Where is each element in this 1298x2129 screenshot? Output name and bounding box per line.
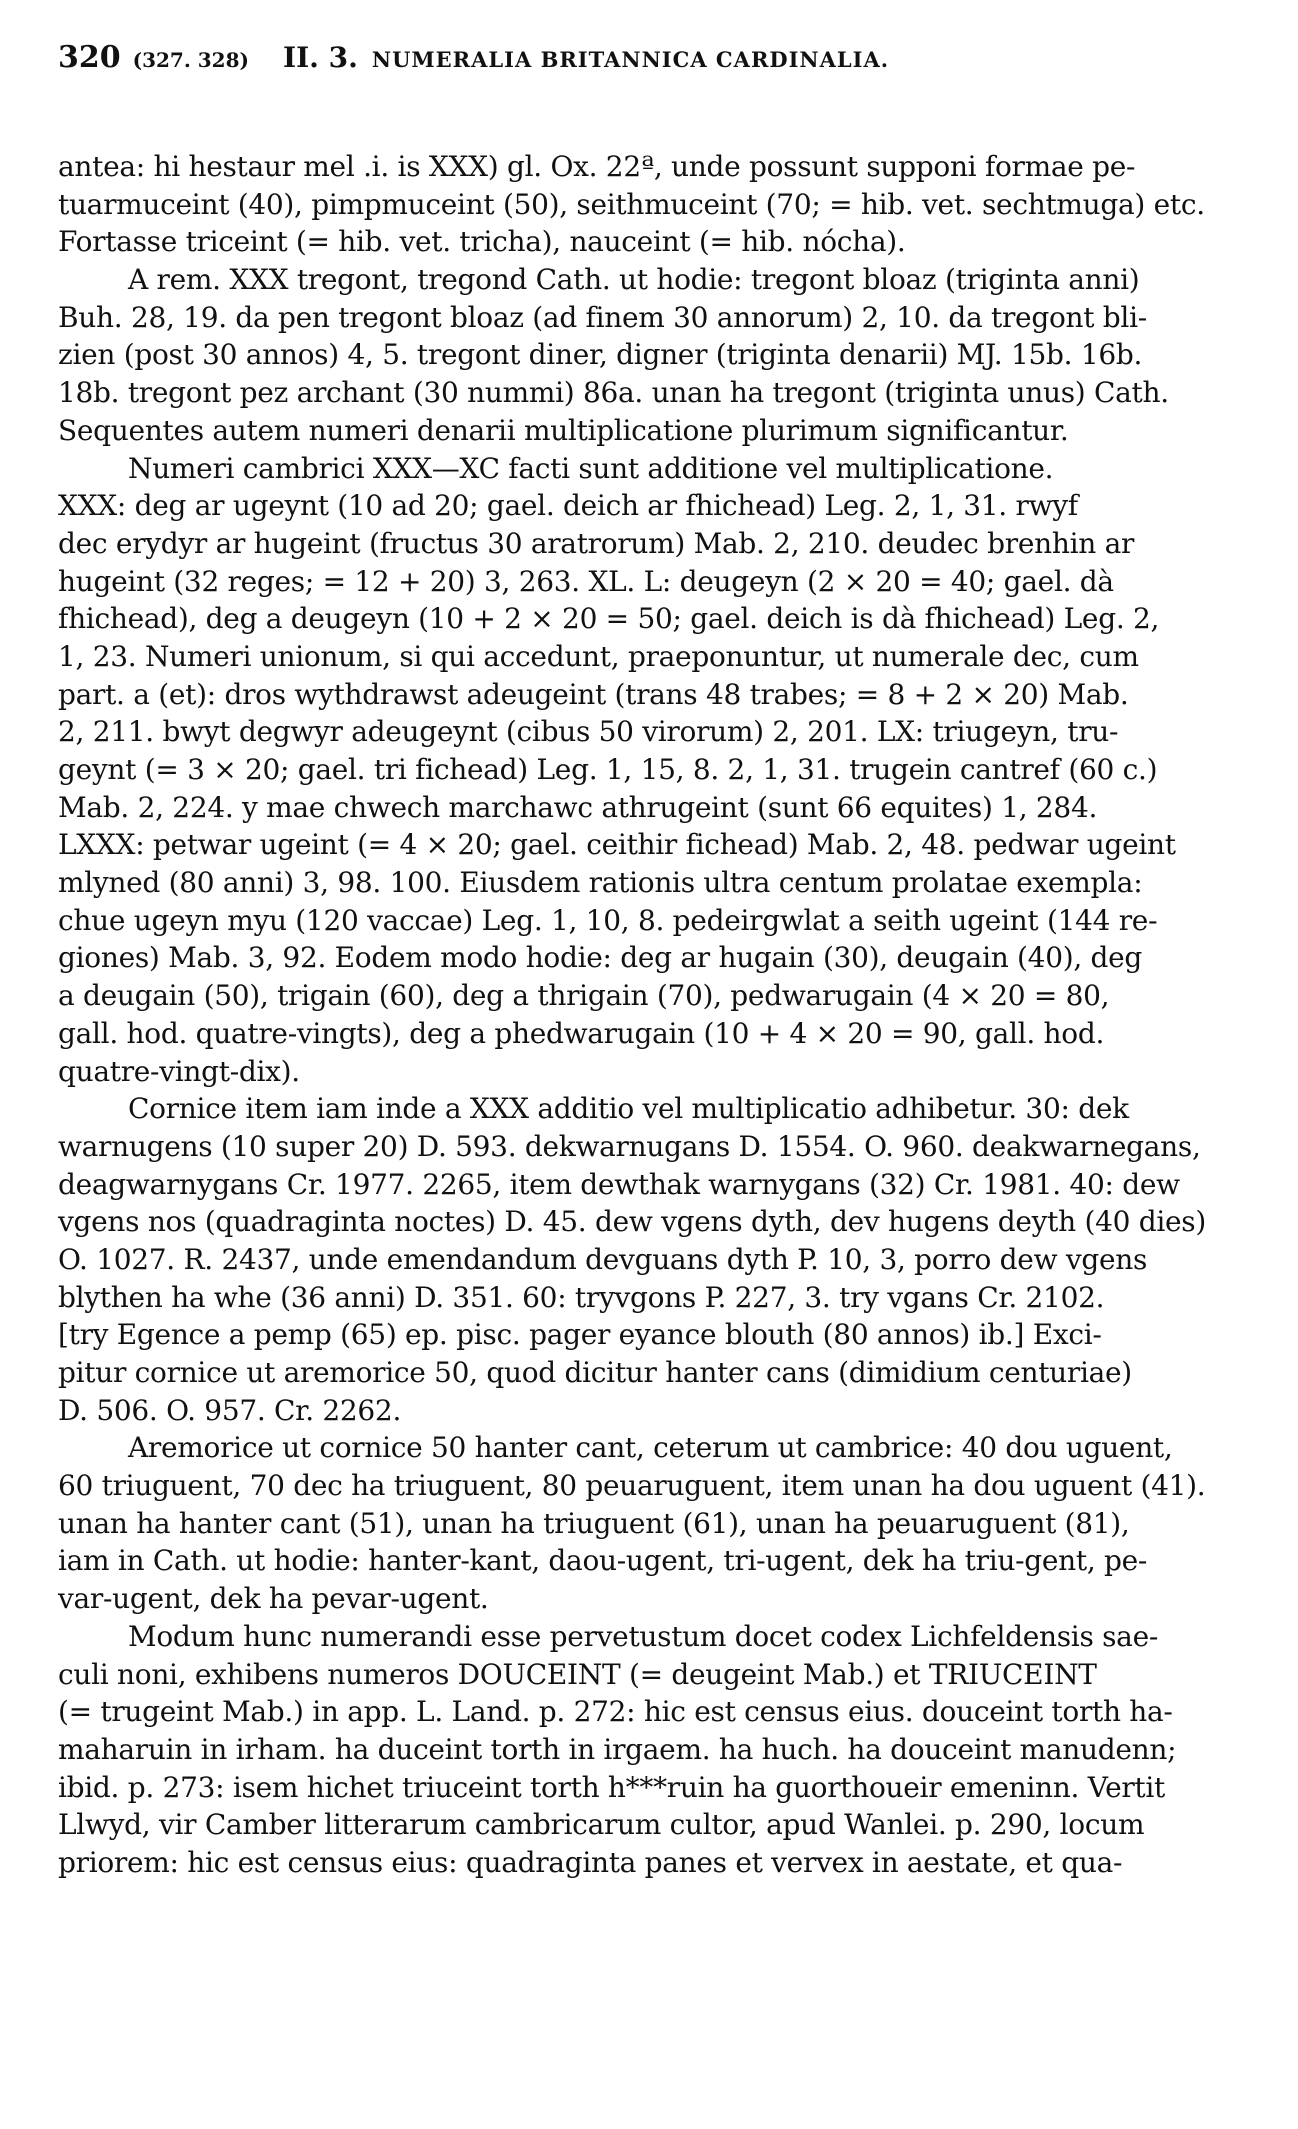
text-line: geynt (= 3 × 20; gael. tri fichead) Leg. 1, 15, 8. 2, 1, 31. trugein cantref (60 c.) [58, 753, 1158, 786]
page-refs: (327. 328) [132, 48, 249, 72]
text-line: 2, 211. bwyt degwyr adeugeynt (cibus 50 virorum) 2, 201. LX: triugeyn, tru- [58, 715, 1119, 749]
paragraph-start-line: A rem. XXX tregont, tregond Cath. ut hodie: tregont bloaz (triginta anni) [128, 263, 1140, 297]
text-line: priorem: hic est census eius: quadraginta panes et vervex in aestate, et qua- [58, 1845, 1123, 1879]
text-line: a deugain (50), trigain (60), deg a thrigain (70), pedwarugain (4 × 20 = 80, [58, 979, 1110, 1013]
text-line: warnugens (10 super 20) D. 593. dekwarnugans D. 1554. O. 960. deakwarnegans, [58, 1129, 1201, 1163]
text-line: mlyned (80 anni) 3, 98. 100. Eiusdem rationis ultra centum prolatae exempla: [58, 866, 1143, 900]
text-line: (= trugeint Mab.) in app. L. Land. p. 272: hic est census eius. douceint torth ha- [58, 1695, 1173, 1729]
text-line: giones) Mab. 3, 92. Eodem modo hodie: deg ar hugain (30), deugain (40), deg [58, 941, 1143, 975]
text-line: antea: hi hestaur mel .i. is XXX) gl. Ox. 22ª, unde possunt supponi formae pe- [58, 150, 1136, 183]
paragraph-start-line: Numeri cambrici XXX—XC facti sunt additione vel multiplicatione. [128, 451, 1054, 485]
text-line: hugeint (32 reges; = 12 + 20) 3, 263. XL. L: deugeyn (2 × 20 = 40; gael. dà [58, 564, 1114, 598]
running-title: NUMERALIA BRITANNICA CARDINALIA. [371, 47, 890, 72]
text-line: pitur cornice ut aremorice 50, quod dicitur hanter cans (dimidium centuriae) [58, 1356, 1132, 1389]
text-line: XXX: deg ar ugeynt (10 ad 20; gael. deich ar fhichead) Leg. 2, 1, 31. rwyf [58, 489, 1078, 523]
text-line: zien (post 30 annos) 4, 5. tregont diner, digner (triginta denarii) MJ. 15b. 16b. [58, 338, 1143, 372]
text-line: 1, 23. Numeri unionum, si qui accedunt, praeponuntur, ut numerale dec, cum [58, 639, 1139, 673]
text-line: LXXX: petwar ugeint (= 4 × 20; gael. ceithir fichead) Mab. 2, 48. pedwar ugeint [58, 828, 1176, 862]
section-number: II. 3. [282, 41, 358, 74]
page-number: 320 [58, 40, 121, 75]
text-line: blythen ha whe (36 anni) D. 351. 60: tryvgons P. 227, 3. try vgans Cr. 2102. [58, 1280, 1105, 1314]
text-line: dec erydyr ar hugeint (fructus 30 aratrorum) Mab. 2, 210. deudec brenhin ar [58, 526, 1135, 560]
running-header [58, 40, 1258, 86]
text-line: part. a (et): dros wythdrawst adeugeint (trans 48 trabes; = 8 + 2 × 20) Mab. [58, 677, 1129, 711]
text-line: Mab. 2, 224. y mae chwech marchawc athrugeint (sunt 66 equites) 1, 284. [58, 790, 1098, 824]
paragraph-start-line: Modum hunc numerandi esse pervetustum docet codex Lichfeldensis sae- [128, 1619, 1159, 1653]
text-line: Buh. 28, 19. da pen tregont bloaz (ad finem 30 annorum) 2, 10. da tregont bli- [58, 300, 1147, 334]
text-line: O. 1027. R. 2437, unde emendandum devguans dyth P. 10, 3, porro dew vgens [58, 1242, 1148, 1276]
text-line: chue ugeyn myu (120 vaccae) Leg. 1, 10, 8. pedeirgwlat a seith ugeint (144 re- [58, 903, 1158, 937]
text-line: fhichead), deg a deugeyn (10 + 2 × 20 = 50; gael. deich is dà fhichead) Leg. 2, [58, 602, 1160, 636]
text-line: Fortasse triceint (= hib. vet. tricha), nauceint (= hib. nócha). [58, 225, 906, 259]
text-line: tuarmuceint (40), pimpmuceint (50), seithmuceint (70; = hib. vet. sechtmuga) etc. [58, 187, 1205, 221]
text-line: var-ugent, dek ha pevar-ugent. [58, 1582, 489, 1616]
text-line: ibid. p. 273: isem hichet triuceint torth h***ruin ha guorthoueir emeninn. Vertit [58, 1770, 1165, 1804]
text-line: 60 triuguent, 70 dec ha triuguent, 80 peuaruguent, item unan ha dou uguent (41). [58, 1469, 1206, 1503]
paragraph-start-line: Cornice item iam inde a XXX additio vel multiplicatio adhibetur. 30: dek [128, 1092, 1129, 1126]
text-line: quatre-vingt-dix). [58, 1054, 300, 1088]
text-line: vgens nos (quadraginta noctes) D. 45. dew vgens dyth, dev hugens deyth (40 dies) [58, 1205, 1206, 1239]
text-line: [try Egence a pemp (65) ep. pisc. pager eyance blouth (80 annos) ib.] Exci- [58, 1318, 1102, 1352]
text-line: unan ha hanter cant (51), unan ha triuguent (61), unan ha peuaruguent (81), [58, 1506, 1130, 1540]
text-line: deagwarnygans Cr. 1977. 2265, item dewthak warnygans (32) Cr. 1981. 40: dew [58, 1167, 1180, 1201]
text-line: D. 506. O. 957. Cr. 2262. [58, 1393, 402, 1427]
body-text [58, 148, 1258, 1882]
text-line: gall. hod. quatre-vingts), deg a phedwarugain (10 + 4 × 20 = 90, gall. hod. [58, 1016, 1105, 1050]
text-line: iam in Cath. ut hodie: hanter-kant, daou-ugent, tri-ugent, dek ha triu-gent, pe- [58, 1544, 1148, 1578]
text-line: 18b. tregont pez archant (30 nummi) 86a. unan ha tregont (triginta unus) Cath. [58, 376, 1169, 410]
text-line: maharuin in irham. ha duceint torth in irgaem. ha huch. ha douceint manudenn; [58, 1732, 1177, 1766]
text-line: Sequentes autem numeri denarii multiplicatione plurimum significantur. [58, 413, 1069, 447]
text-line: Llwyd, vir Camber litterarum cambricarum cultor, apud Wanlei. p. 290, locum [58, 1808, 1145, 1842]
paragraph-start-line: Aremorice ut cornice 50 hanter cant, ceterum ut cambrice: 40 dou uguent, [128, 1431, 1173, 1465]
text-line: culi noni, exhibens numeros DOUCEINT (= deugeint Mab.) et TRIUCEINT [58, 1657, 1097, 1691]
